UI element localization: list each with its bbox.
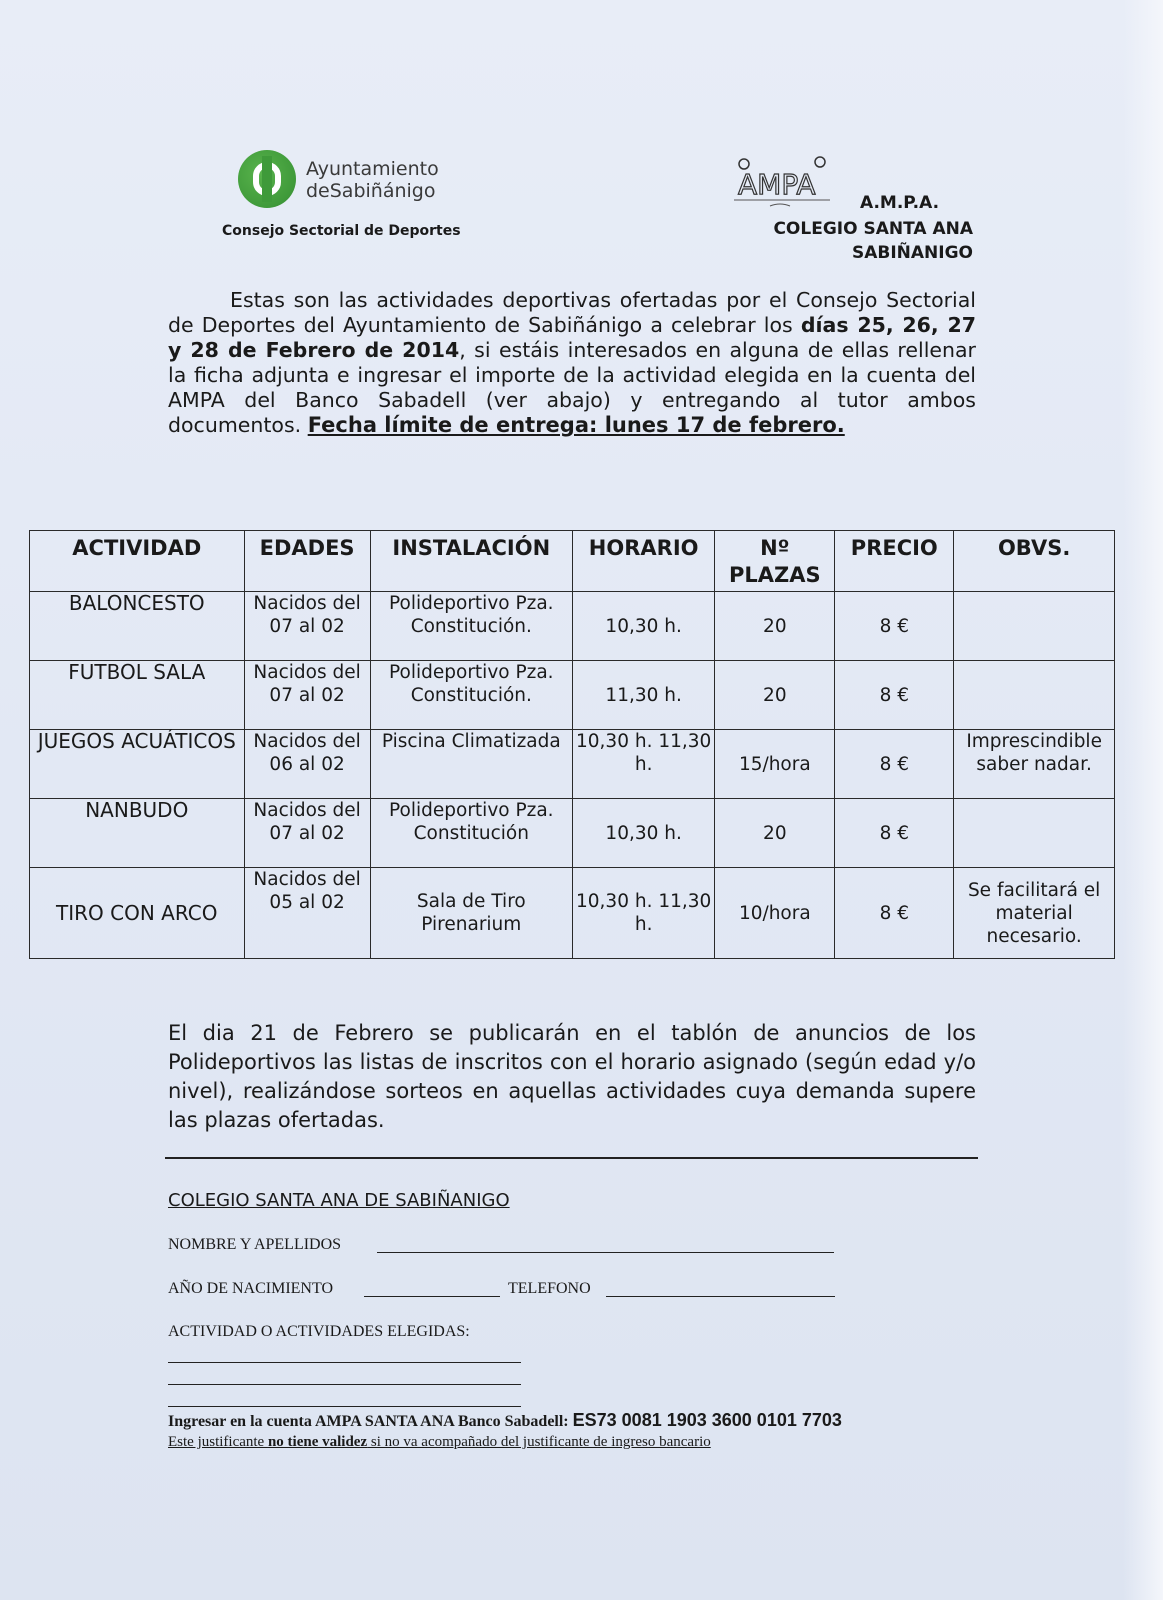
- cell-edades: Nacidos del 07 al 02: [244, 592, 370, 661]
- header-horario: HORARIO: [572, 531, 714, 592]
- table-row: [30, 661, 1115, 730]
- header-obvs: OBVS.: [954, 531, 1115, 592]
- cell-precio: 8 €: [835, 730, 954, 799]
- cell-actividad: FUTBOL SALA: [30, 661, 245, 730]
- header-instalacion: INSTALACIÓN: [370, 531, 572, 592]
- cell-instalacion: Polideportivo Pza. Constitución.: [370, 592, 572, 661]
- activities-label: ACTIVIDAD O ACTIVIDADES ELEGIDAS:: [168, 1323, 470, 1340]
- cell-edades: Nacidos del 07 al 02: [244, 799, 370, 868]
- logo-line-2: deSabiñánigo: [306, 180, 436, 202]
- cell-plazas: 10/hora: [715, 868, 835, 959]
- cell-actividad: TIRO CON ARCO: [30, 868, 245, 959]
- ayuntamiento-logo: [238, 150, 468, 212]
- cell-edades: Nacidos del 05 al 02: [244, 868, 370, 959]
- intro-days: días 25, 26, 27 y 28 de Febrero de 2014: [168, 313, 976, 362]
- paper-edge: [1123, 0, 1163, 1600]
- cell-precio: 8 €: [835, 799, 954, 868]
- consejo-label: Consejo Sectorial de Deportes: [222, 223, 461, 239]
- table-row: [30, 799, 1115, 868]
- header-actividad: ACTIVIDAD: [30, 531, 245, 592]
- cell-actividad: NANBUDO: [30, 799, 245, 868]
- activity-line-3[interactable]: [168, 1406, 521, 1407]
- cell-horario: 10,30 h.: [572, 592, 714, 661]
- cell-actividad: BALONCESTO: [30, 592, 245, 661]
- bank-account-note: [168, 1410, 842, 1431]
- cell-obvs: [954, 592, 1115, 661]
- intro-text-2: , si estáis interesados en alguna de ellas rellenar la ficha adjunta e ingresar el importe de la actividad elegida en la cuenta del AMPA del Banco Sabadell (ver abajo) y entregando al tutor ambos documentos.: [168, 338, 976, 437]
- svg-text:AMPA: AMPA: [738, 168, 816, 201]
- cell-precio: 8 €: [835, 868, 954, 959]
- cell-horario: 11,30 h.: [572, 661, 714, 730]
- deadline-text: Fecha límite de entrega: lunes 17 de febrero.: [307, 413, 845, 437]
- cell-plazas: 20: [715, 661, 835, 730]
- cell-instalacion: Polideportivo Pza. Constitución: [370, 799, 572, 868]
- cell-precio: 8 €: [835, 661, 954, 730]
- cell-horario: 10,30 h. 11,30 h.: [572, 730, 714, 799]
- table-header-row: [30, 531, 1115, 592]
- activities-table: [29, 530, 1115, 959]
- validity-note: [168, 1434, 711, 1451]
- cell-instalacion: Polideportivo Pza. Constitución.: [370, 661, 572, 730]
- cell-plazas: 20: [715, 799, 835, 868]
- validity-bold: no tiene validez: [267, 1434, 368, 1450]
- cell-edades: Nacidos del 07 al 02: [244, 661, 370, 730]
- cell-instalacion: Piscina Climatizada: [370, 730, 572, 799]
- table-row: [30, 868, 1115, 959]
- validity-text-2: si no va acompañado del justificante de ingreso bancario: [367, 1434, 711, 1450]
- ampa-logo-icon: [730, 150, 840, 210]
- name-field-line[interactable]: [377, 1252, 834, 1253]
- cell-edades: Nacidos del 06 al 02: [244, 730, 370, 799]
- cell-plazas: 15/hora: [715, 730, 835, 799]
- publication-notice: El dia 21 de Febrero se publicarán en el tablón de anuncios de los Polideportivos las listas de inscritos con el horario asignado (según edad y/o nivel), realizándose sorteos en aquellas actividades cuya demanda supere las plazas ofertadas.: [168, 1021, 976, 1132]
- validity-text-1: Este justificante: [168, 1434, 268, 1450]
- header-precio: PRECIO: [835, 531, 954, 592]
- cell-obvs: Se facilitará el material necesario.: [954, 868, 1115, 959]
- table-row: [30, 730, 1115, 799]
- cell-obvs: [954, 661, 1115, 730]
- birth-year-line[interactable]: [364, 1296, 500, 1297]
- intro-text-1: Estas son las actividades deportivas ofertadas por el Consejo Sectorial de Deportes del Ayuntamiento de Sabiñánigo a celebrar los: [168, 288, 976, 337]
- cell-instalacion: Sala de Tiro Pirenarium: [370, 868, 572, 959]
- colegio-title-line-1: COLEGIO SANTA ANA: [773, 219, 973, 239]
- header-plazas: Nº PLAZAS: [715, 531, 835, 592]
- cell-horario: 10,30 h. 11,30 h.: [572, 868, 714, 959]
- cell-actividad: JUEGOS ACUÁTICOS: [30, 730, 245, 799]
- header-edades: EDADES: [244, 531, 370, 592]
- cell-horario: 10,30 h.: [572, 799, 714, 868]
- iban-number: ES73 0081 1903 3600 0101 7703: [572, 1410, 842, 1430]
- form-school-title: COLEGIO SANTA ANA DE SABIÑANIGO: [168, 1190, 510, 1211]
- activity-line-2[interactable]: [168, 1384, 521, 1385]
- intro-paragraph: [168, 288, 976, 438]
- logo-line-1: Ayuntamiento: [306, 158, 439, 180]
- colegio-title-line-2: SABIÑANIGO: [851, 243, 973, 263]
- cell-plazas: 20: [715, 592, 835, 661]
- cell-obvs: Imprescindible saber nadar.: [954, 730, 1115, 799]
- phone-label: TELEFONO: [508, 1280, 591, 1297]
- cell-precio: 8 €: [835, 592, 954, 661]
- ayuntamiento-emblem-icon: [238, 150, 296, 208]
- ampa-title: A.M.P.A.: [860, 193, 940, 213]
- table-row: [30, 592, 1115, 661]
- bank-account-label: Ingresar en la cuenta AMPA SANTA ANA Banco Sabadell:: [168, 1413, 573, 1430]
- phone-line[interactable]: [606, 1296, 835, 1297]
- name-field-label: NOMBRE Y APELLIDOS: [168, 1236, 342, 1253]
- cell-obvs: [954, 799, 1115, 868]
- activity-line-1[interactable]: [168, 1362, 521, 1363]
- cut-line-divider: [165, 1157, 978, 1159]
- birth-year-label: AÑO DE NACIMIENTO: [168, 1280, 334, 1297]
